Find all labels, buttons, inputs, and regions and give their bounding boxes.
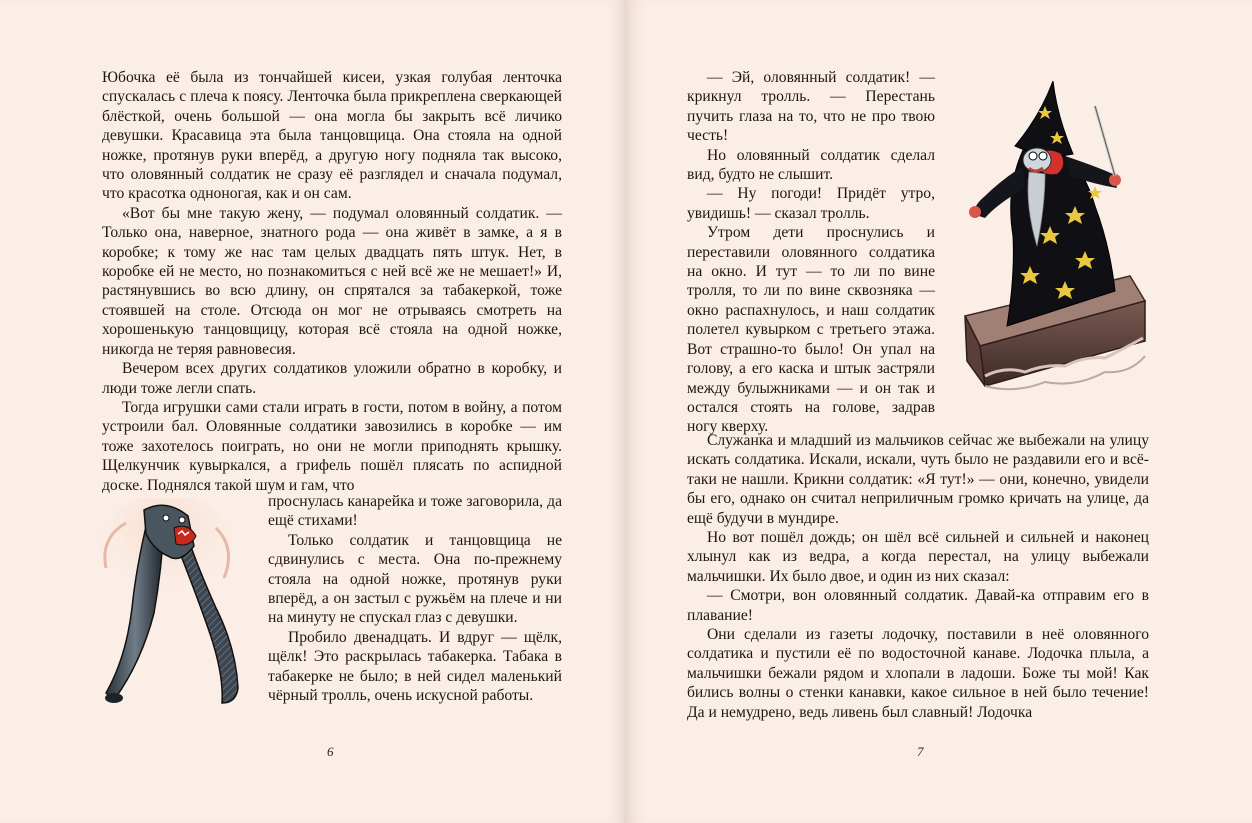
paragraph: — Эй, оловянный солдатик! — крикнул тролль. — Перестань пучить глаза на то, что не про твою честь! xyxy=(687,69,935,145)
paragraph: Служанка и младший из мальчиков сейчас же выбежали на улицу искать солдатика. Искали, искали, чуть было не раздавили его и всё-таки не нашли. Крикни солдатик: «Я тут!» — они, конечно, увидели бы его, однако он считал неприличным громко кричать на улице, да ещё будучи в мундире. xyxy=(687,432,1149,527)
paragraph: Пробило двенадцать. И вдруг — щёлк, щёлк! Это раскрылась табакерка. Табака в табакерке не было; в ней сидел маленький чёрный тролль, очень искусной работы. xyxy=(268,628,562,705)
page-number: 7 xyxy=(917,744,924,759)
right-side-text xyxy=(687,68,935,437)
paragraph: проснулась канарейка и тоже заговорила, да ещё стихами! xyxy=(268,493,562,530)
paragraph: Но оловянный солдатик сделал вид, будто не слышит. xyxy=(687,146,935,184)
paragraph: Они сделали из газеты лодочку, поставили в неё оловянного солдатика и пустили её по водосточной канаве. Лодочка плыла, а мальчишки бежали рядом и хлопали в ладоши. Боже ты мой! Как бились волны о стенки канавки, какое сильное в ней было течение! Да и немудрено, ведь ливень был славный! Лодочка xyxy=(687,626,1149,721)
left-top-text xyxy=(102,68,562,495)
troll-wizard-illustration xyxy=(945,76,1155,406)
paragraph: Утром дети проснулись и переставили оловянного солдатика на окно. И тут — то ли по вине тролля, то ли по вине сквозняка — окно распахнулось, и наш солдатик полетел кувырком с третьего этажа. Вот страшно-то было! Он упал на голову, а его каска и штык застряли между булыжниками — и он так и остался стоять на голове, задрав ногу кверху. xyxy=(687,224,935,436)
left-page xyxy=(0,0,625,823)
right-page xyxy=(627,0,1252,823)
paragraph: Тогда игрушки сами стали играть в гости, потом в войну, а потом устроили бал. Оловянные солдатики завозились в коробке — им тоже захотелось поиграть, но они не могли приподнять крышку. Щелкунчик кувыркался, а грифель пошёл плясать по аспидной доске. Поднялся такой шум и гам, что xyxy=(102,398,562,494)
paragraph: Вечером всех других солдатиков уложили обратно в коробку, и люди тоже легли спать. xyxy=(102,360,562,397)
nutcracker-illustration xyxy=(96,498,256,716)
page-number: 6 xyxy=(327,744,334,759)
paragraph: Только солдатик и танцовщица не сдвинулись с места. Она по-прежнему стояла на одной ножке, протянув руки вперёд, а он застыл с ружьём на плече и ни на минуту не спускал глаз с девушки. xyxy=(268,531,562,627)
paragraph: Но вот пошёл дождь; он шёл всё сильней и сильней и наконец хлынул как из ведра, а когда перестал, на улицу выбежали мальчишки. Их было двое, и один из них сказал: xyxy=(687,529,1149,585)
paragraph: «Вот бы мне такую жену, — подумал оловянный солдатик. — Только она, наверное, знатного рода — она живёт в замке, а я в коробке; к тому же нас там целых двадцать пять штук. Нет, в коробке ей не место, но познакомиться с ней всё же не мешает!» И, растянувшись во всю длину, он спрятался за табакеркой, тоже стоявшей на столе. Отсюда он мог не отрываясь смотреть на хорошенькую танцовщицу, которая всё стояла на одной ножке, никогда не теряя равновесия. xyxy=(102,204,562,358)
left-side-text xyxy=(268,492,562,705)
paragraph: — Ну погоди! Придёт утро, увидишь! — сказал тролль. xyxy=(687,185,935,222)
paragraph: Юбочка её была из тончайшей кисеи, узкая голубая ленточка спускалась с плеча к поясу. Ленточка была прикреплена сверкающей блёсткой, очень большой — она могла бы закрыть всё личико девушки. Красавица эта была танцовщица. Она стояла на одной ножке, протянув руки вперёд, а другую ногу подняла так высоко, что оловянный солдатик не сразу её разглядел и сначала подумал, что красотка одноногая, как и он сам. xyxy=(102,69,562,203)
paragraph: — Смотри, вон оловянный солдатик. Давай-ка отправим его в плавание! xyxy=(687,587,1149,624)
right-full-text xyxy=(687,431,1149,722)
